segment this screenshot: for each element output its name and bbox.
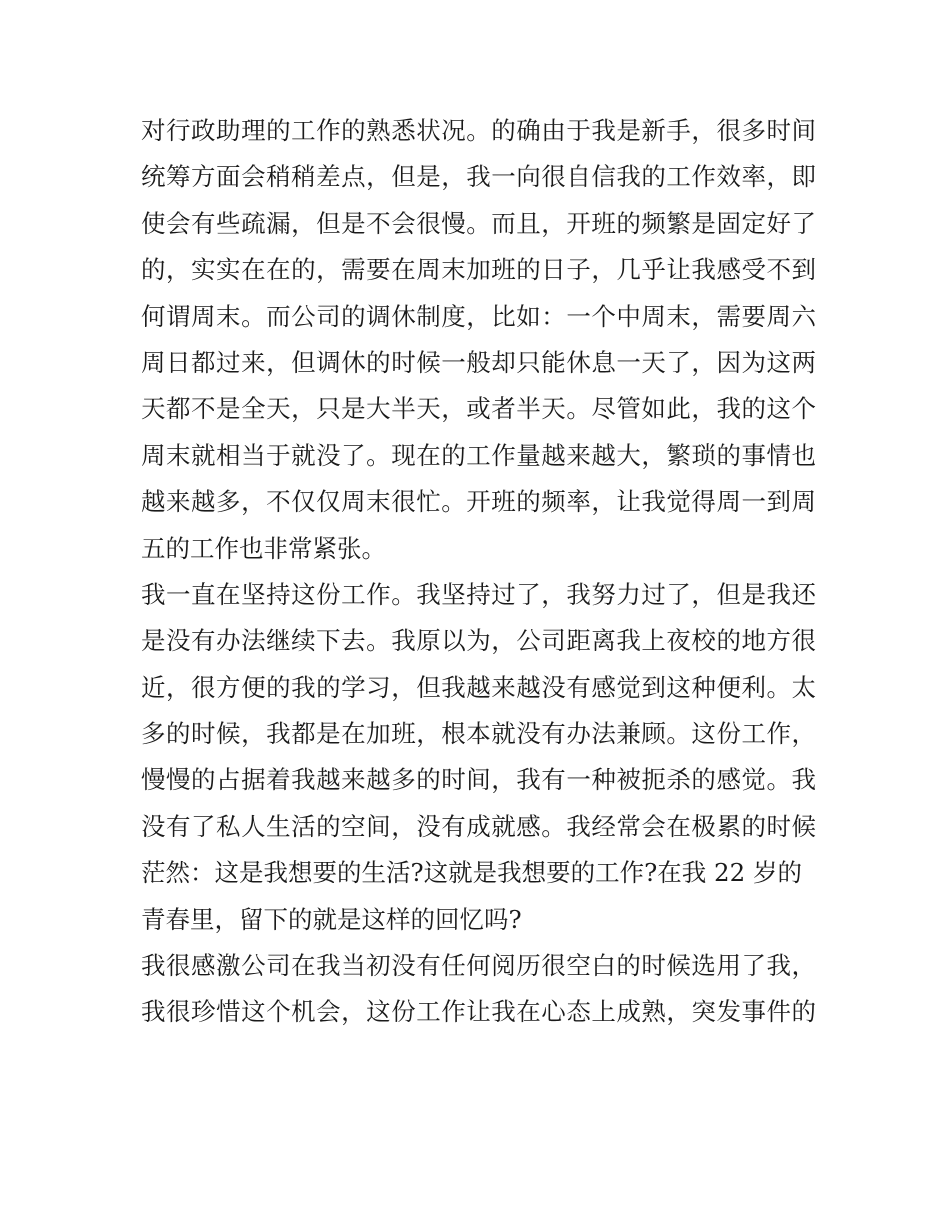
- text-line: 周日都过来，但调休的时候一般却只能休息一天了，因为这两: [141, 347, 816, 377]
- text-line: 五的工作也非常紧张。: [141, 533, 386, 563]
- text-line: 我很珍惜这个机会，这份工作让我在心态上成熟，突发事件的: [141, 997, 816, 1027]
- text-line: 何谓周末。而公司的调休制度，比如：一个中周末，需要周六: [141, 301, 816, 331]
- text-line: 周末就相当于就没了。现在的工作量越来越大，繁琐的事情也: [141, 440, 816, 470]
- text-line: 没有了私人生活的空间，没有成就感。我经常会在极累的时候: [141, 811, 816, 841]
- text-line: 统筹方面会稍稍差点，但是，我一向很自信我的工作效率，即: [141, 162, 816, 192]
- paragraph: [141, 572, 816, 943]
- text-line: 天都不是全天，只是大半天，或者半天。尽管如此，我的这个: [141, 394, 816, 424]
- text-line: 我一直在坚持这份工作。我坚持过了，我努力过了，但是我还: [141, 579, 816, 609]
- paragraph: [141, 108, 816, 572]
- text-line: 我很感激公司在我当初没有任何阅历很空白的时候选用了我，: [141, 951, 816, 981]
- text-line: 的，实实在在的，需要在周末加班的日子，几乎让我感受不到: [141, 255, 816, 285]
- paragraph: [141, 943, 816, 1036]
- text-line: 使会有些疏漏，但是不会很慢。而且，开班的频繁是固定好了: [141, 208, 816, 238]
- text-line: 茫然：这是我想要的生活?这就是我想要的工作?在我 22 岁的: [141, 858, 803, 888]
- text-line: 对行政助理的工作的熟悉状况。的确由于我是新手，很多时间: [141, 116, 816, 145]
- text-line: 慢慢的占据着我越来越多的时间，我有一种被扼杀的感觉。我: [141, 765, 816, 795]
- text-line: 多的时候，我都是在加班，根本就没有办法兼顾。这份工作，: [141, 719, 816, 749]
- text-line: 越来越多，不仅仅周末很忙。开班的频率，让我觉得周一到周: [141, 487, 816, 517]
- text-line: 青春里，留下的就是这样的回忆吗?: [141, 904, 522, 934]
- document-body: [141, 108, 816, 1036]
- text-line: 近，很方便的我的学习，但我越来越没有感觉到这种便利。太: [141, 672, 816, 702]
- text-line: 是没有办法继续下去。我原以为，公司距离我上夜校的地方很: [141, 626, 816, 656]
